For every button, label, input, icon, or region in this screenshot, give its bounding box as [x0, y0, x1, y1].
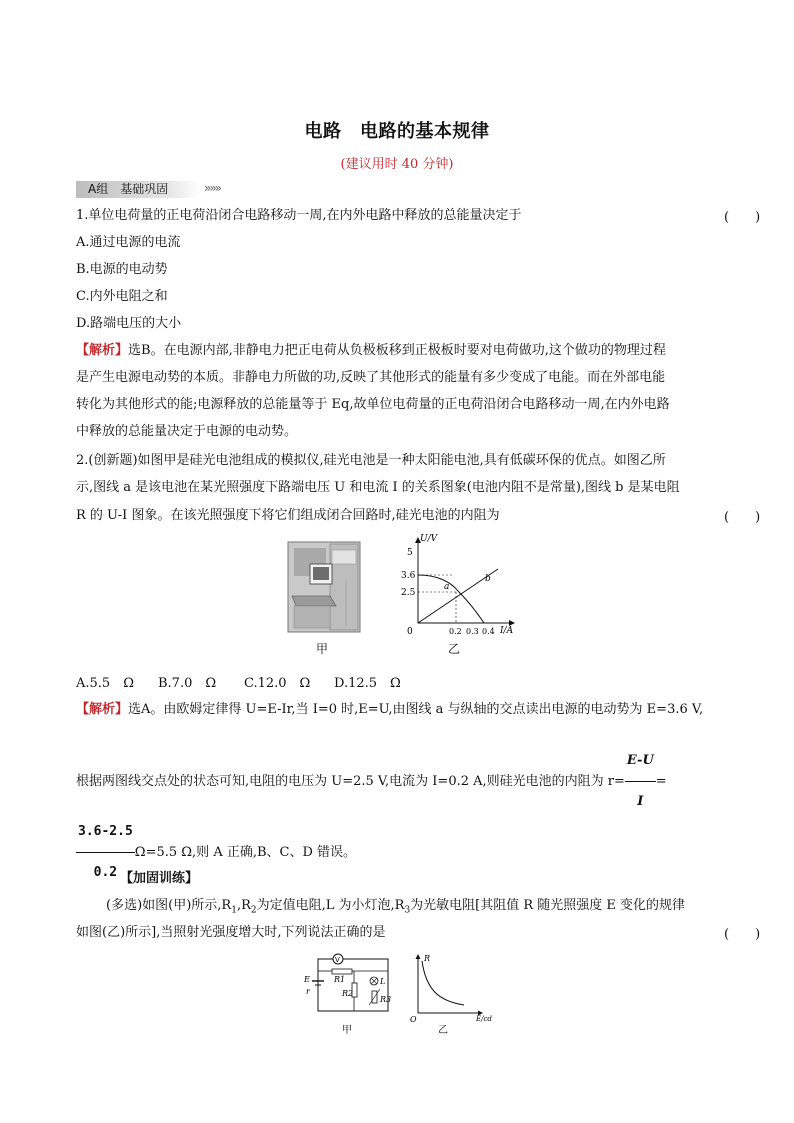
- line-b-label: b: [485, 574, 491, 584]
- svg-text:E: E: [304, 975, 310, 984]
- x-tick-0-2: 0.2: [449, 627, 462, 636]
- q1-analysis-line-3: 转化为其他形式的能;电源释放的总能量等于 Eq,故单位电荷量的正电荷沿闭合电路移动一周,在内外电路: [76, 397, 670, 412]
- solar-simulator-figure: [286, 540, 362, 636]
- q2-stem-line-1: 2.(创新题)如图甲是硅光电池组成的模拟仪,硅光电池是一种太阳能电池,具有低碳环保的优点。如图乙所: [76, 453, 666, 468]
- q2-option-b: B.7.0 Ω: [158, 676, 217, 691]
- analysis-tag: 【解析】: [76, 343, 129, 358]
- q2-option-a: A.5.5 Ω: [76, 676, 134, 691]
- figure-a-caption: 甲: [316, 642, 329, 656]
- q3-stem-line-1: (多选)如图(甲)所示$,R_1,R_2$为定值电阻,L 为小灯泡$,R_3$为光敏电阻[其阻值 R 随光照强度 E 变化的规律: [106, 898, 686, 916]
- svg-text:O: O: [410, 1015, 417, 1023]
- x-tick-0-3: 0.3: [466, 627, 479, 636]
- svg-text:L: L: [380, 977, 386, 986]
- q1-analysis-line-2: 是产生电源电动势的本质。非静电力所做的功,反映了其他形式的能量有多少变成了电能。而在外部电能: [76, 370, 666, 385]
- figure-b-caption: 乙: [448, 642, 461, 656]
- q2-answer-paren: ( ): [724, 510, 761, 525]
- x-tick-0-4: 0.4: [482, 627, 495, 636]
- graph-origin: 0: [407, 627, 413, 637]
- curve-a-label: a: [444, 582, 450, 592]
- suggested-time: (建议用时 40 分钟): [340, 157, 454, 172]
- analysis-tag: 【解析】: [76, 702, 129, 717]
- reinforcement-tag: 【加固训练】: [120, 871, 199, 886]
- svg-text:R3: R3: [380, 995, 392, 1004]
- svg-text:E/cd: E/cd: [476, 1015, 492, 1023]
- graph-caption: 乙: [438, 1025, 448, 1036]
- page-title: 电路 电路的基本规律: [304, 121, 490, 142]
- q1-analysis-line-4: 中释放的总能量决定于电源的电动势。: [76, 424, 298, 439]
- q2-analysis-line-1: 【解析】选A。由欧姆定律得 U=E-Ir,当 I=0 时,E=U,由图线 a 与纵轴的交点读出电源的电动势为 E=3.6 V,: [76, 702, 704, 717]
- q3-answer-paren: ( ): [724, 927, 761, 942]
- r-e-curve: [422, 961, 464, 1005]
- fraction-r-formula: $\frac{E-U}{I}$: [625, 741, 656, 822]
- q2-stem-line-2: 示,图线 a 是该电池在某光照强度下路端电压 U 和电流 I 的关系图象(电池内阻不是常量),图线 b 是某电阻: [76, 480, 680, 495]
- q1-stem: 1.单位电荷量的正电荷沿闭合电路移动一周,在内外电路中释放的总能量决定于: [76, 208, 522, 223]
- q2-option-d: D.12.5 Ω: [334, 676, 401, 691]
- q1-option-a: A.通过电源的电流: [76, 235, 181, 250]
- svg-text:R1: R1: [334, 975, 346, 984]
- q1-option-d: D.路端电压的大小: [76, 316, 182, 331]
- group-arrows-icon: »»»: [204, 181, 221, 195]
- svg-text:R: R: [424, 954, 431, 963]
- y-tick-2-5: 2.5: [401, 588, 416, 598]
- q1-option-b: B.电源的电动势: [76, 262, 168, 277]
- svg-text:R2: R2: [342, 989, 354, 998]
- y-tick-3-6: 3.6: [401, 571, 416, 581]
- q1-analysis-line-1: 【解析】选B。在电源内部,非静电力把正电荷从负极板移到正极板时要对电荷做功,这个做功的物理过程: [76, 343, 666, 358]
- svg-text:r: r: [306, 987, 310, 996]
- fraction-r-value: $\frac{3.6-2.5}{0.2}$: [76, 812, 135, 893]
- q2-analysis-line-2: 根据两图线交点处的状态可知,电阻的电压为 U=2.5 V,电流为 I=0.2 A,则硅光电池的内阻为 r= $\frac{E-U}{I}$ =: [76, 741, 667, 822]
- q3-stem-line-2: 如图(乙)所示],当照射光强度增大时,下列说法正确的是: [76, 925, 386, 940]
- group-label: A组 基础巩固: [76, 181, 200, 198]
- q1-option-c: C.内外电阻之和: [76, 289, 168, 304]
- graph-x-label: I/A: [500, 626, 514, 636]
- ui-graph: [392, 533, 524, 638]
- resistor-r1-icon: [332, 969, 352, 974]
- q2-option-c: C.12.0 Ω: [244, 676, 311, 691]
- q2-stem-line-3: R 的 U-I 图象。在该光照强度下将它们组成闭合回路时,硅光电池的内阻为: [76, 508, 500, 523]
- circuit-diagram: [300, 951, 400, 1023]
- graph-y-label: U/V: [420, 534, 438, 544]
- circuit-caption: 甲: [342, 1025, 352, 1036]
- svg-text:V: V: [335, 956, 340, 964]
- q2-analysis-line-3: $\frac{3.6-2.5}{0.2}$ Ω=5.5 Ω,则 A 正确,B、C、D 错误。: [76, 812, 356, 893]
- y-tick-5: 5: [407, 548, 413, 558]
- q1-answer-paren: ( ): [724, 210, 761, 225]
- r-e-graph: [404, 951, 504, 1023]
